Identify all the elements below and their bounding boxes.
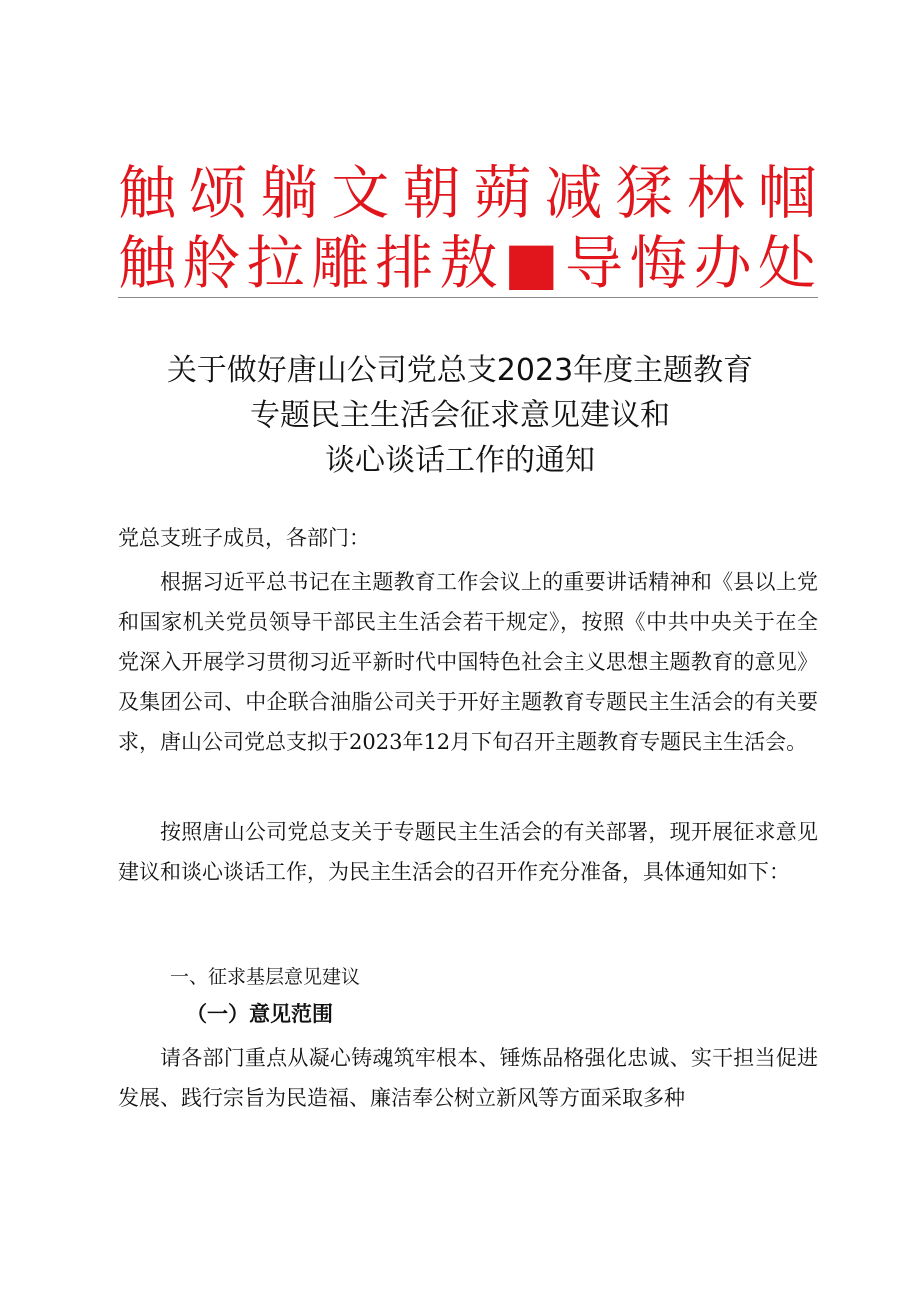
paragraph-2: 按照唐山公司党总支关于专题民主生活会的有关部署，现开展征求意见建议和谈心谈话工作，为民主生活会的召开作充分准备，具体通知如下：	[118, 820, 818, 884]
section-heading-1: 一、征求基层意见建议	[170, 966, 361, 988]
red-header-line-2: 触舲拉雕排敖■导悔办处	[118, 229, 818, 297]
paragraph-1: 根据习近平总书记在主题教育工作会议上的重要讲话精神和《县以上党和国家机关党员领导干部民主生活会若干规定》，按照《中共中央关于在全党深入开展学习贯彻习近平新时代中国特色社会主义思想主题教育的意见》及集团公司、中企联合油脂公司关于开好主题教育专题民主生活会的有关要求，唐山公司党总支拟于2023年12月下旬召开主题教育专题民主生活会。	[118, 570, 818, 754]
red-header-line-1: 触颂躺文朝蒴减猱林帼	[118, 159, 818, 227]
salutation: 党总支班子成员，各部门：	[118, 526, 370, 550]
document-title	[100, 348, 820, 483]
title-line-2: 专题民主生活会征求意见建议和	[250, 398, 670, 433]
title-line-3: 谈心谈话工作的通知	[325, 443, 595, 478]
paragraph-3: 请各部门重点从凝心铸魂筑牢根本、锤炼品格强化忠诚、实干担当促进发展、践行宗旨为民造福、廉洁奉公树立新风等方面采取多种	[118, 1046, 818, 1110]
subsection-heading-1: （一）意见范围	[186, 1001, 333, 1026]
header-divider	[118, 297, 818, 298]
title-line-1: 关于做好唐山公司党总支2023年度主题教育	[166, 353, 754, 388]
